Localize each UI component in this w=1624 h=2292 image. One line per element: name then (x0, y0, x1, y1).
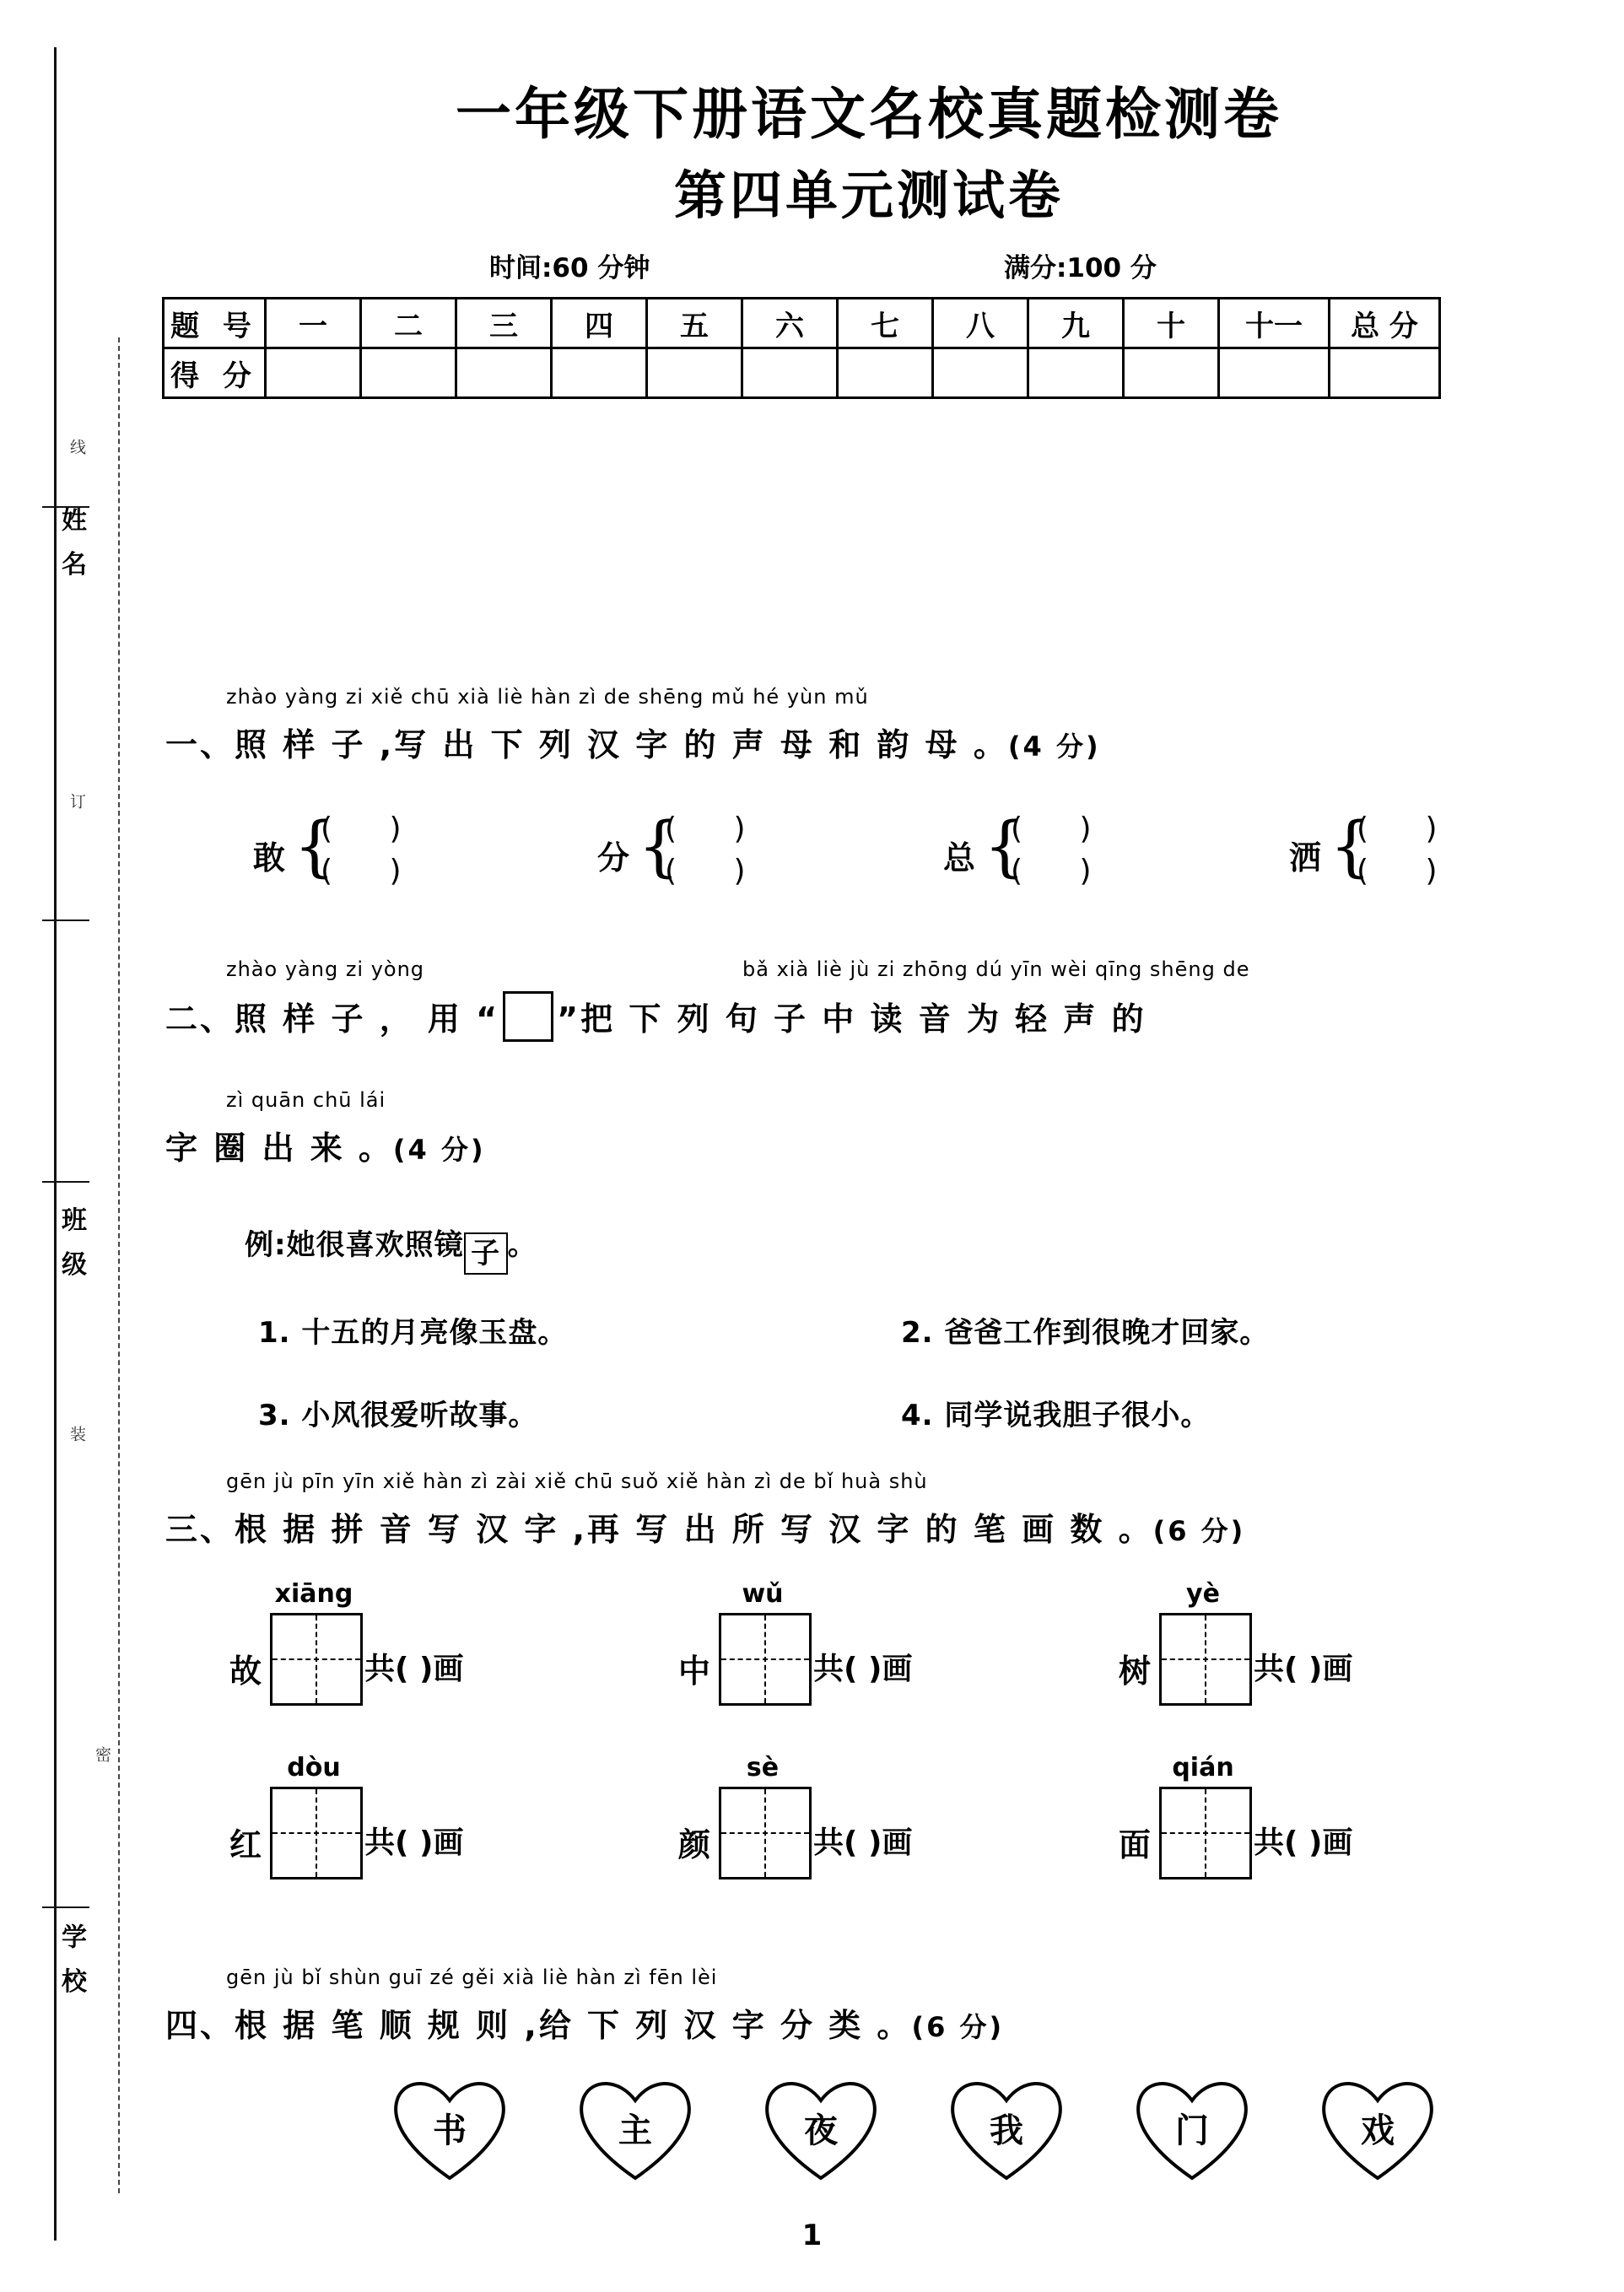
q1-item-1-blank-1[interactable]: ( ) (321, 812, 425, 846)
question-3-pinyin: gēn jù pīn yīn xiě hàn zì zài xiě chū suǒ xiě hàn zì de bǐ huà shù (226, 1470, 928, 1493)
q4-heart-3-char: 夜 (804, 2111, 838, 2150)
q4-heart-6-char: 戏 (1361, 2111, 1395, 2150)
q3-pinyin-4: dòu (287, 1753, 341, 1782)
score-col-3: 三 (456, 299, 552, 348)
score-col-6: 六 (742, 299, 838, 348)
q2-example-prefix: 例:她很喜欢照镜 (245, 1228, 464, 1262)
q2-sentence-3[interactable]: 3. 小风很爱听故事。 (258, 1399, 538, 1432)
score-col-5: 五 (647, 299, 742, 348)
score-input-9[interactable] (1028, 348, 1124, 398)
q1-item-2-blank-1[interactable]: ( ) (665, 812, 769, 846)
page-title: 一年级下册语文名校真题检测卷 (456, 82, 1282, 147)
question-1-text: 照 样 子 ,写 出 下 列 汉 字 的 声 母 和 韵 母 。 (235, 726, 1008, 763)
q3-suffix-1[interactable]: 共( )画 (364, 1652, 464, 1686)
question-1-number: 一、 (165, 726, 235, 763)
question-4-text: 根 据 笔 顺 规 则 ,给 下 列 汉 字 分 类 。 (235, 2007, 912, 2044)
q1-item-3-blank-1[interactable]: ( ) (1011, 812, 1115, 846)
side-mini-label-1: 线 (67, 439, 86, 455)
table-row-question-numbers (164, 299, 1440, 348)
q1-item-1-blank-2[interactable]: ( ) (321, 854, 425, 888)
page-number: 1 (801, 2219, 823, 2252)
q4-heart-4[interactable] (943, 2075, 1070, 2183)
question-2-pinyin-a: zhào yàng zi yòng (226, 957, 425, 981)
q3-prefix-2: 中 (678, 1653, 711, 1690)
q1-item-4-blank-1[interactable]: ( ) (1357, 812, 1461, 846)
q3-pinyin-2: wǔ (742, 1579, 784, 1609)
question-2-heading-second (165, 1122, 486, 1168)
side-divider-3 (42, 1181, 89, 1183)
score-input-10[interactable] (1124, 348, 1219, 398)
q4-heart-2-char: 主 (618, 2111, 652, 2150)
side-divider-2 (42, 919, 89, 921)
q3-tianzige-4[interactable] (270, 1787, 363, 1879)
q4-heart-1-char: 书 (433, 2111, 467, 2150)
side-label-class: 班 级 (57, 1206, 86, 1281)
score-table-row-label-2: 得 分 (164, 348, 266, 398)
q1-item-1[interactable] (253, 810, 531, 903)
score-input-6[interactable] (742, 348, 838, 398)
q3-pinyin-1: xiāng (274, 1579, 353, 1609)
question-2-text-b: ”把 下 列 句 子 中 读 音 为 轻 声 的 (557, 1000, 1147, 1038)
q3-prefix-3: 树 (1119, 1653, 1152, 1690)
q3-prefix-1: 故 (229, 1653, 262, 1690)
q3-pinyin-3: yè (1186, 1579, 1220, 1609)
q3-prefix-4: 红 (229, 1826, 262, 1863)
q3-tianzige-6[interactable] (1159, 1787, 1252, 1879)
score-col-8: 八 (933, 299, 1028, 348)
page-subtitle: 第四单元测试卷 (673, 164, 1064, 226)
score-input-total[interactable] (1330, 348, 1440, 398)
score-input-7[interactable] (838, 348, 933, 398)
q3-prefix-5: 颜 (678, 1826, 711, 1863)
score-table-row-label-1: 题 号 (164, 299, 266, 348)
q3-suffix-2[interactable]: 共( )画 (813, 1652, 913, 1686)
question-4-points: (6 分) (911, 2011, 1005, 2043)
q3-tianzige-1[interactable] (270, 1613, 363, 1706)
q1-item-2-blank-2[interactable]: ( ) (665, 854, 769, 888)
q4-heart-2[interactable] (572, 2075, 699, 2183)
brace-icon: { (1330, 809, 1372, 885)
question-4-heading (165, 1999, 1004, 2046)
score-col-9: 九 (1028, 299, 1124, 348)
q1-item-4-blank-2[interactable]: ( ) (1357, 854, 1461, 888)
side-mini-label-2: 订 (67, 793, 86, 809)
question-1-points: (4 分) (1007, 731, 1101, 763)
question-4-pinyin: gēn jù bǐ shùn guī zé gěi xià liè hàn zì fēn lèi (226, 1966, 718, 1989)
side-label-school: 学 校 (57, 1923, 86, 1998)
question-2-points: (4 分) (392, 1134, 486, 1166)
q2-example-boxed-char: 子 (464, 1232, 508, 1275)
side-mini-label-3: 装 (67, 1426, 86, 1442)
score-input-8[interactable] (933, 348, 1028, 398)
q3-pinyin-6: qián (1172, 1753, 1234, 1782)
q4-heart-3[interactable] (758, 2075, 884, 2183)
q3-prefix-6: 面 (1119, 1826, 1152, 1863)
q1-item-2-char: 分 (597, 839, 630, 876)
question-2-pinyin-second: zì quān chū lái (226, 1088, 386, 1112)
score-col-1: 一 (266, 299, 361, 348)
side-divider-4 (42, 1906, 89, 1908)
score-input-1[interactable] (266, 348, 361, 398)
score-table (162, 297, 1441, 399)
score-input-11[interactable] (1219, 348, 1330, 398)
left-border-rule (54, 47, 57, 2241)
exam-total-score: 满分:100 分 (1004, 253, 1157, 283)
brace-icon: { (294, 809, 336, 885)
question-2-heading (165, 991, 1147, 1042)
score-col-2: 二 (361, 299, 456, 348)
q3-tianzige-2[interactable] (719, 1613, 812, 1706)
q2-sentence-2[interactable]: 2. 爸爸工作到很晚才回家。 (901, 1316, 1270, 1350)
score-input-3[interactable] (456, 348, 552, 398)
q1-item-3-blank-2[interactable]: ( ) (1011, 854, 1115, 888)
score-input-4[interactable] (552, 348, 647, 398)
q3-suffix-4[interactable]: 共( )画 (364, 1826, 464, 1860)
brace-icon: { (638, 809, 680, 885)
q2-sentence-4[interactable]: 4. 同学说我胆子很小。 (901, 1399, 1211, 1432)
side-mini-label-4: 密 (93, 1746, 111, 1762)
question-2-text-a: 照 样 子 ， 用 “ (235, 1000, 500, 1038)
q4-heart-6[interactable] (1314, 2075, 1441, 2183)
q3-suffix-5[interactable]: 共( )画 (813, 1826, 913, 1860)
q4-heart-4-char: 我 (990, 2111, 1023, 2150)
question-3-points: (6 分) (1152, 1515, 1246, 1547)
q1-item-2[interactable] (597, 810, 876, 903)
table-row-scores (164, 348, 1440, 398)
score-col-7: 七 (838, 299, 933, 348)
q1-item-4-char: 洒 (1289, 839, 1322, 876)
brace-icon: { (984, 809, 1026, 885)
score-col-10: 十 (1124, 299, 1219, 348)
question-2-example (245, 1222, 537, 1275)
q3-pinyin-5: sè (746, 1753, 780, 1782)
question-2-pinyin-b: bǎ xià liè jù zi zhōng dú yīn wèi qīng shēng de (742, 957, 1250, 981)
q3-suffix-3[interactable]: 共( )画 (1254, 1652, 1353, 1686)
question-1-heading (165, 719, 1101, 765)
q3-tianzige-3[interactable] (1159, 1613, 1252, 1706)
q1-item-3-char: 总 (943, 839, 976, 876)
q1-item-3[interactable] (943, 810, 1222, 903)
q4-heart-5[interactable] (1129, 2075, 1255, 2183)
q2-empty-circle-box (503, 991, 553, 1042)
exam-time: 时间:60 分钟 (489, 253, 650, 283)
q3-tianzige-5[interactable] (719, 1787, 812, 1879)
score-col-total: 总 分 (1330, 299, 1440, 348)
side-divider-1 (42, 506, 89, 508)
question-4-number: 四、 (165, 2007, 235, 2044)
question-3-number: 三、 (165, 1511, 235, 1548)
score-input-5[interactable] (647, 348, 742, 398)
score-col-11: 十一 (1219, 299, 1330, 348)
score-col-4: 四 (552, 299, 647, 348)
question-3-heading (165, 1503, 1245, 1550)
binding-dashed-line (118, 337, 120, 2193)
question-2-text-second: 字 圈 出 来 。 (165, 1130, 393, 1167)
q1-item-4[interactable] (1289, 810, 1567, 903)
q1-item-1-char: 敢 (253, 839, 286, 876)
score-input-2[interactable] (361, 348, 456, 398)
q2-example-suffix: 。 (507, 1228, 537, 1262)
q2-sentence-1[interactable]: 1. 十五的月亮像玉盘。 (258, 1316, 568, 1350)
q4-heart-5-char: 门 (1175, 2111, 1209, 2150)
q3-suffix-6[interactable]: 共( )画 (1254, 1826, 1353, 1860)
question-2-number: 二、 (165, 1000, 235, 1038)
question-1-pinyin: zhào yàng zi xiě chū xià liè hàn zì de shēng mǔ hé yùn mǔ (226, 685, 869, 709)
side-label-name: 姓 名 (57, 506, 86, 581)
question-3-text: 根 据 拼 音 写 汉 字 ,再 写 出 所 写 汉 字 的 笔 画 数 。 (235, 1511, 1153, 1548)
q4-heart-1[interactable] (386, 2075, 513, 2183)
